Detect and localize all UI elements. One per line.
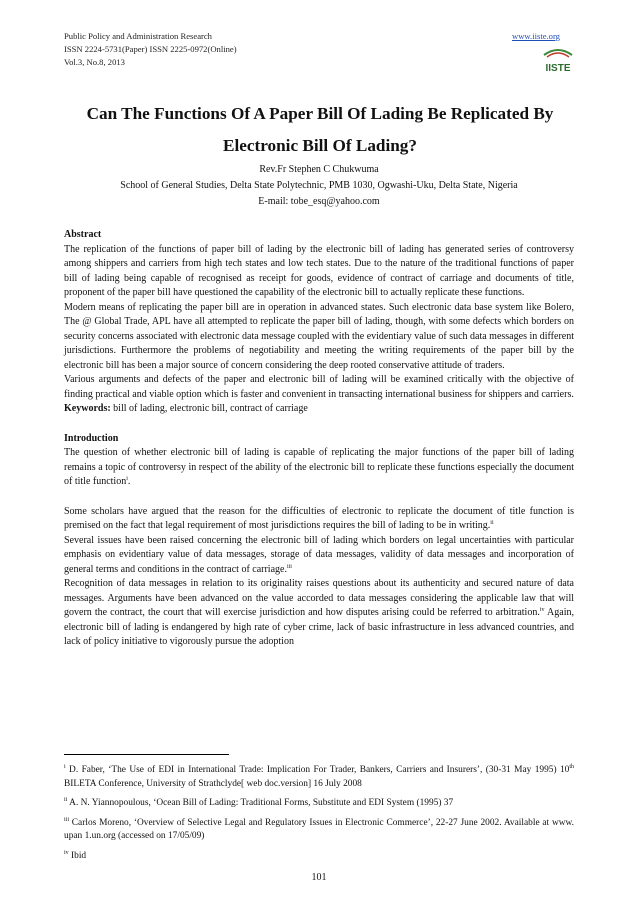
- footnote-ref: i: [126, 476, 128, 482]
- logo-text: IISTE: [545, 63, 571, 74]
- intro-paragraph: The question of whether electronic bill of lading is capable of replicating the major functions of the paper bill of lading remains a topic of controversy in respect of the ability of the electronic bill to replicate these functions especially the document of title function$^i$.: [64, 447, 574, 487]
- running-header: [64, 30, 237, 69]
- author-email: E-mail: tobe_esq@yahoo.com: [258, 196, 380, 207]
- intro-paragraph: Some scholars have argued that the reason for the difficulties of electronic to replicate the document of title function is premised on the fact that legal requirement of most jurisdictions requires the bill of lading to be in writing.$^{ii}$: [64, 505, 574, 531]
- intro-paragraph: Recognition of data messages in relation to its originality raises questions about its authenticity and secured nature of data messages. Arguments have been advanced on the value accorded to data messages considering the applicable law that will govern the contract, the court that will exercise jurisdiction and how disputes arising could be referred to arbitration.$^{iv}$ Again, electronic bill of lading is endangered by high rate of cyber crime, lack of basic infrastructure in less advanced countries, and lack of policy initiative to vigorously pursue the adoption: [64, 578, 574, 647]
- page-number: 101: [311, 872, 327, 883]
- abstract-paragraph: The replication of the functions of paper bill of lading by the electronic bill of lading has generated series of controversy among shippers and carriers from high tech states and low tech states. Due to the nature of the traditional functions of paper bill of lading being capable of recognised as receipt for goods, evidence of contract of carriage and documents of title, proponent of the paper bill have questioned the capability of the electronic bill to actually replicate these functions.: [64, 243, 574, 298]
- main-text: [64, 228, 574, 650]
- footnote-divider: [64, 754, 229, 755]
- footnote-item: $^i$ D. Faber, ‘The Use of EDI in International Trade: Implication For Trader, Bankers, Carriers and Insurers’, (30-31 May 1995) 10th BILETA Conference, University of Strathclyde[ web doc.version] 16 July 2008: [64, 764, 574, 789]
- footnote-item: $^{ii}$ A. N. Yiannopoulous, ‘Ocean Bill of Lading: Traditional Forms, Substitute and EDI System (1995) 37: [64, 797, 454, 808]
- keywords-text: bill of lading, electronic bill, contract of carriage: [110, 403, 308, 414]
- title-line-1: Can The Functions Of A Paper Bill Of Lading Be Replicated By: [86, 104, 554, 123]
- abstract-paragraph: Various arguments and defects of the paper and electronic bill of lading will be examined critically with the objective of finding practical and viable option which is faster and convenient in transacting international business for shippers and carriers.: [64, 374, 574, 400]
- paper-title: [70, 98, 570, 162]
- footnotes: [64, 764, 574, 869]
- author-affiliation: School of General Studies, Delta State Polytechnic, PMB 1030, Ogwashi-Uku, Delta State, Nigeria: [120, 180, 518, 191]
- keywords-label: Keywords:: [64, 403, 111, 414]
- title-line-2: Electronic Bill Of Lading?: [222, 136, 417, 155]
- iiste-logo: [540, 46, 576, 76]
- footnote-item: $^{iii}$ Carlos Moreno, ‘Overview of Selective Legal and Regulatory Issues in Electronic Commerce’, 22-27 June 2002. Available at www. upan 1.un.org (accessed on 17/05/09): [64, 816, 574, 841]
- issn-line: ISSN 2224-5731(Paper) ISSN 2225-0972(Online): [64, 44, 237, 54]
- footnote-ref: iv: [539, 607, 545, 613]
- author-block: [64, 162, 574, 210]
- footnote-item: $^{iv}$ Ibid: [64, 849, 87, 861]
- intro-paragraph: Several issues have been raised concerning the electronic bill of lading which borders on legal uncertainties with particular emphasis on evidentiary value of data messages, storage of data messages, validity of data messages and incorporation of general terms and conditions in the contract of carriage.$^{iii}$: [64, 534, 574, 575]
- keywords-line: [64, 402, 574, 417]
- author-name: Rev.Fr Stephen C Chukwuma: [259, 164, 379, 175]
- footnote-ref: iii: [286, 563, 292, 570]
- introduction-heading: Introduction: [64, 432, 119, 444]
- journal-name: Public Policy and Administration Research: [64, 31, 212, 41]
- website-link[interactable]: www.iiste.org: [512, 31, 560, 41]
- abstract-paragraph: Modern means of replicating the paper bill are in operation in advanced states. Such electronic data base system like Bolero, The @ Global Trade, APL have all attempted to replicate the paper bill of lading, though, with some defects which borders on security concerns associated with electronic data message coupled with the evidentiary value of such data messages in different jurisdictions. Furthermore the problems of negotiability and meeting the writing requirements of the paper bill by the electronic bill has been a major source of concern considering the deep rooted conservative attitude of traders.: [64, 301, 574, 371]
- abstract-heading: Abstract: [64, 229, 102, 240]
- volume-line: Vol.3, No.8, 2013: [64, 57, 125, 67]
- footnote-ref: ii: [490, 520, 494, 526]
